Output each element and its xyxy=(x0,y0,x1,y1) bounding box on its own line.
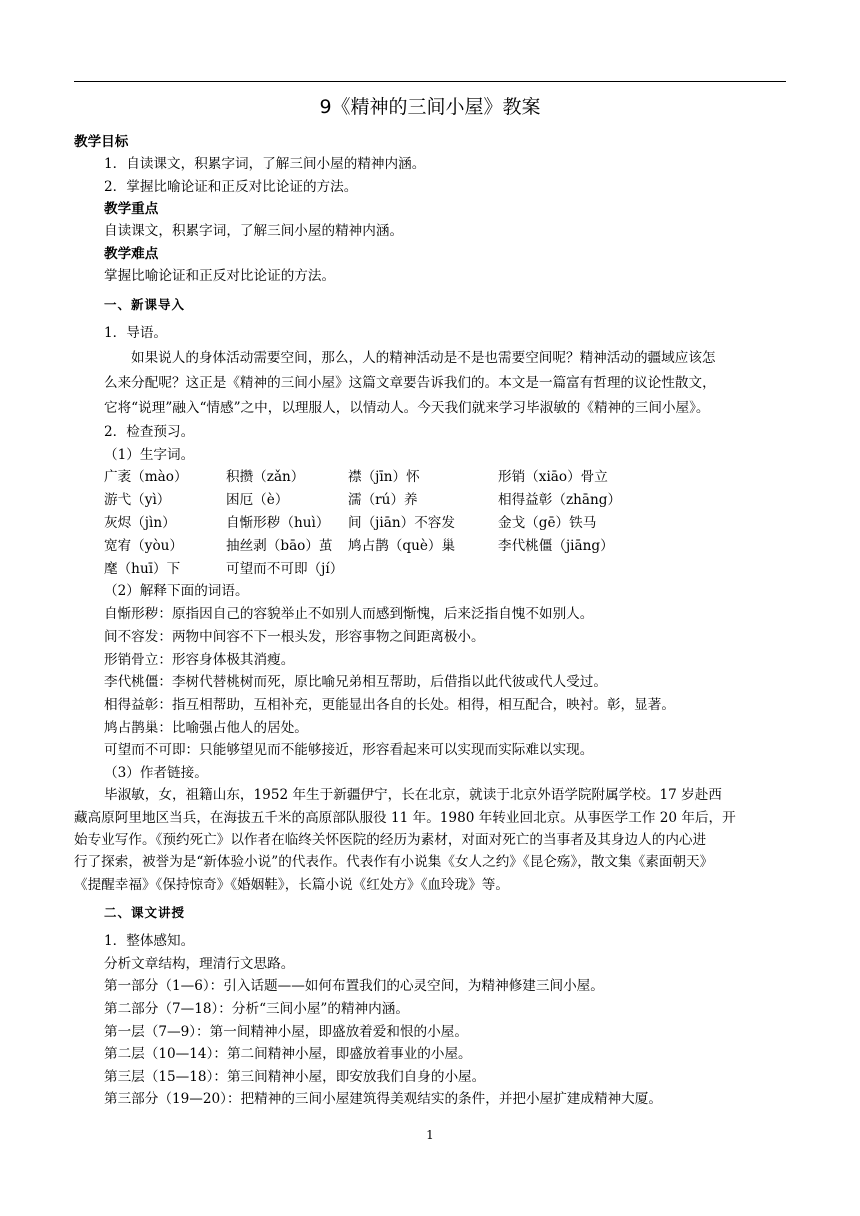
lecture-line: 1．整体感知。 xyxy=(104,933,195,949)
explanation-line: 间不容发：两物中间容不下一根头发，形容事物之间距离极小。 xyxy=(104,629,485,645)
author-bio-line: 行了探索，被誉为是“新体验小说”的代表作。代表作有小说集《女人之约》《昆仑殇》，散文集《素面朝天》 xyxy=(74,854,714,870)
explanation-line: 鸠占鹊巢：比喻强占他人的居处。 xyxy=(104,720,308,736)
lecture-line: 第二部分（7—18）：分析“三间小屋”的精神内涵。 xyxy=(104,1001,409,1017)
intro-paragraph-line: 如果说人的身体活动需要空间，那么，人的精神活动是不是也需要空间呢？精神活动的疆域应该怎 xyxy=(131,350,716,366)
key-point-text: 自读课文，积累字词，了解三间小屋的精神内涵。 xyxy=(104,223,404,239)
explanation-line: 李代桃僵：李树代替桃树而死，原比喻兄弟相互帮助，后借指以此代彼或代人受过。 xyxy=(104,674,607,690)
page-number: 1 xyxy=(426,1128,434,1142)
vocab-word: 宽宥（yòu） xyxy=(104,538,183,554)
vocab-word: 鸠占鹊（què）巢 xyxy=(348,538,456,554)
section-heading: 二、课文讲授 xyxy=(104,905,186,920)
vocab-word: 相得益彰（zhāng） xyxy=(498,492,622,508)
author-bio-line: 始专业写作。《预约死亡》以作者在临终关怀医院的经历为素材，对面对死亡的当事者及其身边人的内心进 xyxy=(74,832,707,848)
vocab-word: 积攒（zǎn） xyxy=(226,469,305,485)
lecture-line: 第二层（10—14）：第二间精神小屋，即盛放着事业的小屋。 xyxy=(104,1046,472,1062)
author-label: （3）作者链接。 xyxy=(104,765,208,781)
vocab-word: 灰烬（jìn） xyxy=(104,515,176,531)
explanation-line: 形销骨立：形容身体极其消瘦。 xyxy=(104,652,295,668)
explanation-line: 自惭形秽：原指因自己的容貌举止不如别人而感到惭愧，后来泛指自愧不如别人。 xyxy=(104,606,594,622)
vocab-word: 濡（rú）养 xyxy=(348,492,418,508)
author-bio-line: 藏高原阿里地区当兵，在海拔五千米的高原部队服役 11 年。1980 年转业回北京。从事医学工作 20 年后，开 xyxy=(74,810,736,826)
vocab-label: （1）生字词。 xyxy=(104,447,195,463)
vocab-word: 李代桃僵（jiāng） xyxy=(498,538,614,554)
preview-label: 2．检查预习。 xyxy=(104,424,195,440)
lecture-line: 第三部分（19—20）：把精神的三间小屋建筑得美观结实的条件，并把小屋扩建成精神大厦。 xyxy=(104,1091,662,1107)
page-title: 9《精神的三间小屋》教案 xyxy=(319,96,541,118)
lecture-line: 第三层（15—18）：第三间精神小屋，即安放我们自身的小屋。 xyxy=(104,1069,486,1085)
key-point-heading: 教学重点 xyxy=(104,201,159,217)
vocab-word: 困厄（è） xyxy=(226,492,289,508)
explain-label: （2）解释下面的词语。 xyxy=(104,583,249,599)
author-bio-line: 《提醒幸福》《保持惊奇》《婚姻鞋》，长篇小说《红处方》《血玲珑》等。 xyxy=(74,877,509,893)
lecture-line: 第一部分（1—6）：引入话题——如何布置我们的心灵空间，为精神修建三间小屋。 xyxy=(104,978,604,994)
header-rule xyxy=(74,81,786,82)
difficulty-text: 掌握比喻论证和正反对比论证的方法。 xyxy=(104,268,336,284)
objective-item: 1．自读课文，积累字词，了解三间小屋的精神内涵。 xyxy=(104,156,426,172)
intro-paragraph-line: 它将“说理”融入“情感”之中，以理服人，以情动人。今天我们就来学习毕淑敏的《精神的三间小屋》。 xyxy=(104,400,710,416)
section-heading: 一、新课导入 xyxy=(104,297,186,312)
vocab-word: 金戈（gē）铁马 xyxy=(498,515,597,531)
objectives-heading: 教学目标 xyxy=(74,134,129,150)
vocab-word: 襟（jīn）怀 xyxy=(348,469,420,485)
vocab-word: 形销（xiāo）骨立 xyxy=(498,469,608,485)
explanation-line: 相得益彰：指互相帮助，互相补充，更能显出各自的长处。相得，相互配合，映衬。彰，显著。 xyxy=(104,697,675,713)
objective-item: 2．掌握比喻论证和正反对比论证的方法。 xyxy=(104,179,358,195)
vocab-word: 自惭形秽（huì） xyxy=(226,515,330,531)
vocab-word: 广袤（mào） xyxy=(104,469,188,485)
difficulty-heading: 教学难点 xyxy=(104,246,159,262)
vocab-word: 可望而不可即（jí） xyxy=(226,561,344,577)
vocab-word: 间（jiān）不容发 xyxy=(348,515,455,531)
intro-label: 1．导语。 xyxy=(104,325,168,341)
vocab-word: 抽丝剥（bāo）茧 xyxy=(226,538,333,554)
explanation-line: 可望而不可即：只能够望见而不能够接近，形容看起来可以实现而实际难以实现。 xyxy=(104,742,594,758)
lecture-line: 第一层（7—9）：第一间精神小屋，即盛放着爱和恨的小屋。 xyxy=(104,1024,468,1040)
lecture-line: 分析文章结构，理清行文思路。 xyxy=(104,956,295,972)
intro-paragraph-line: 么来分配呢？这正是《精神的三间小屋》这篇文章要告诉我们的。本文是一篇富有哲理的议论性散文， xyxy=(104,375,716,391)
vocab-word: 游弋（yì） xyxy=(104,492,171,508)
author-bio-line: 毕淑敏，女，祖籍山东，1952 年生于新疆伊宁，长在北京，就读于北京外语学院附属学校。17 岁赴西 xyxy=(104,787,722,803)
vocab-word: 麾（huī）下 xyxy=(104,561,181,577)
